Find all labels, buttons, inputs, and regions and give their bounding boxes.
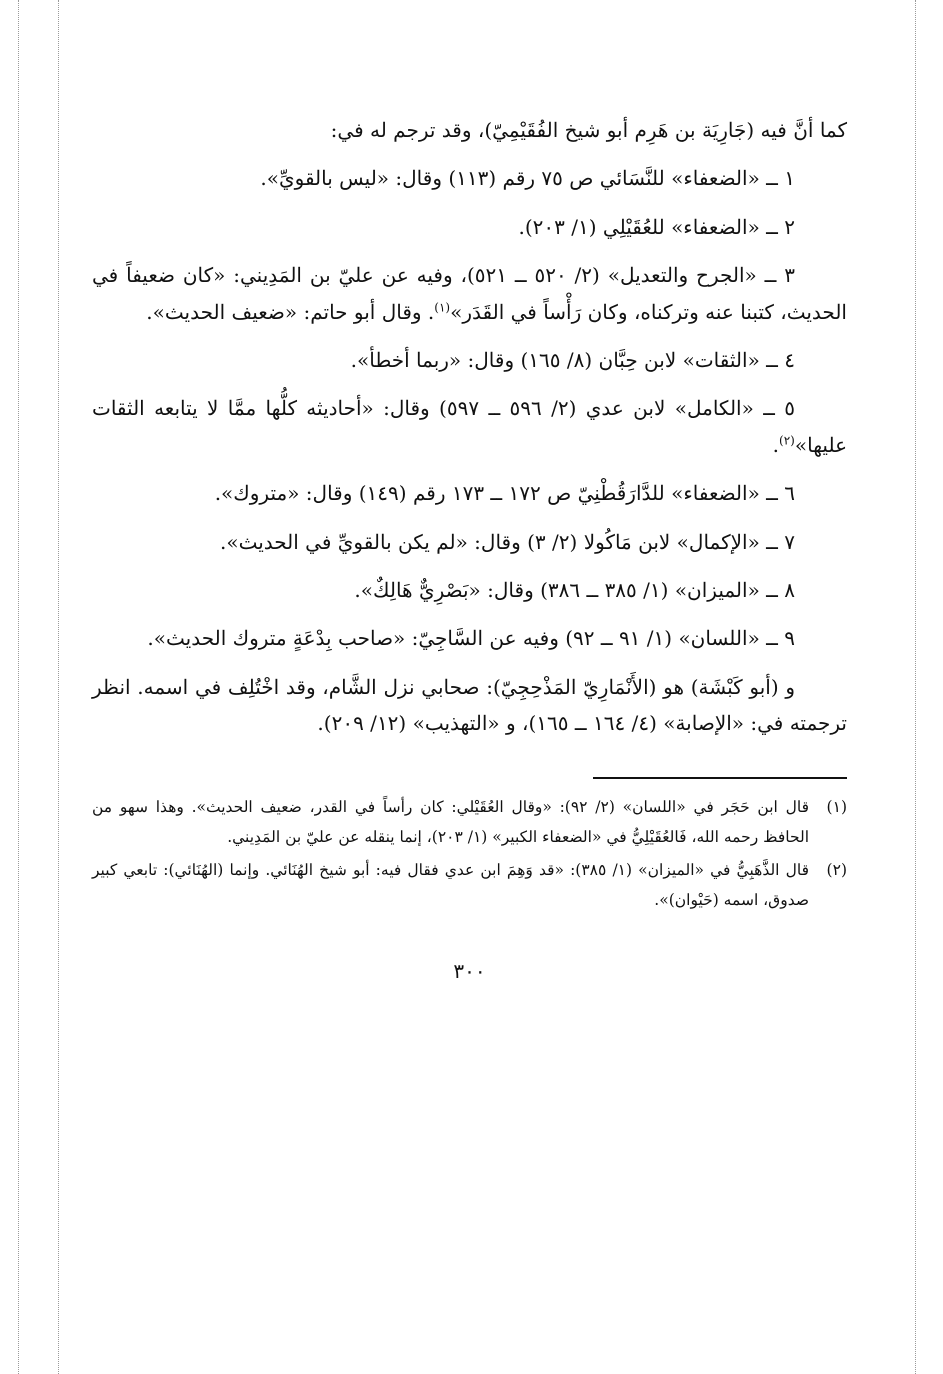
main-text — [92, 112, 847, 741]
footnote-2 — [92, 856, 847, 915]
footnote-ref-2[interactable]: (٢) — [779, 433, 795, 448]
footnote-separator — [593, 777, 847, 779]
entry-5-text: ٥ ــ «الكامل» لابن عدي (٢/ ٥٩٦ ــ ٥٩٧) وقال: «أحاديثه كلُّها ممَّا لا يتابعه الثقات عليها» — [92, 396, 847, 457]
entry-3-tail: . وقال أبو حاتم: «ضعيف الحديث». — [146, 299, 435, 324]
footnote-1 — [92, 793, 847, 852]
entry-5 — [92, 390, 847, 463]
entry-7: ٧ ــ «الإكمال» لابن مَاكُولا (٢/ ٣) وقال: «لم يكن بالقويِّ في الحديث». — [219, 529, 795, 554]
entry-8: ٨ ــ «الميزان» (١/ ٣٨٥ ــ ٣٨٦) وقال: «بَصْرِيٌّ هَالِكٌ». — [354, 577, 795, 602]
footnote-1-text: قال ابن حَجَر في «اللسان» (٢/ ٩٢): «وقال العُقَيْلي: كان رأساً في القدر، ضعيف الحديث». وهذا سهو من الحافظ رحمه الله، فَالعُقَيْلِيُّ في «الضعفاء الكبير» (١/ ٢٠٣)، إنما ينقله عن عليّ بن المَدِيني. — [92, 798, 809, 846]
footnote-ref-1[interactable]: (١) — [434, 299, 451, 314]
footnote-2-number: (٢) — [826, 861, 847, 880]
entry-1: ١ ــ «الضعفاء» للنَّسَائي ص ٧٥ رقم (١١٣) وقال: «ليس بالقويِّ». — [260, 166, 795, 191]
entry-2: ٢ ــ «الضعفاء» للعُقَيْلِي (١/ ٢٠٣). — [518, 214, 795, 239]
footnote-1-number: (١) — [826, 798, 847, 817]
entry-9: ٩ ــ «اللسان» (١/ ٩١ ــ ٩٢) وفيه عن السَّاجِيّ: «صاحب بِدْعَةٍ متروك الحديث». — [147, 626, 795, 651]
entry-6: ٦ ــ «الضعفاء» للدَّارَقُطْنِيّ ص ١٧٢ ــ ١٧٣ رقم (١٤٩) وقال: «متروك». — [214, 481, 795, 506]
entry-5-tail: . — [772, 432, 780, 457]
footnotes — [92, 793, 847, 915]
book-page — [92, 112, 847, 983]
intro-line: كما أنَّ فيه (جَارِيَة بن هَرِم أبو شيخ الفُقَيْمِيّ)، وقد ترجم له في: — [330, 118, 847, 142]
scan-dotted-edge-left — [18, 0, 19, 1374]
entry-3-text: ٣ ــ «الجرح والتعديل» (٢/ ٥٢٠ ــ ٥٢١)، وفيه عن عليّ بن المَدِيني: «كان ضعيفاً في الحديث، كتبنا عنه وتركناه، وكان رَأْساً في القَدَر» — [92, 263, 847, 324]
abu-kabsha-paragraph: و (أبو كَبْشَة) هو (الأَنْمَارِيّ المَذْحِجِيّ): صحابي نزل الشَّام، وقد اخْتُلِف في اسمه. انظر ترجمته في: «الإصابة» (٤/ ١٦٤ ــ ١٦٥)، و «التهذيب» (١٢/ ٢٠٩). — [92, 674, 847, 736]
scan-dotted-edge-right — [915, 0, 916, 1374]
page-number: ٣٠٠ — [453, 959, 486, 984]
footnote-2-text: قال الذَّهَبِيُّ في «الميزان» (١/ ٣٨٥): «قد وَهِمَ ابن عدي فقال فيه: أبو شيخ الهُنَائي. وإنما (الهُنَائي): تابعي كبير صدوق، اسمه (حَيْوان)». — [92, 861, 809, 909]
entry-3 — [92, 257, 847, 330]
scan-dotted-edge-left-inner — [58, 0, 59, 1374]
entry-4: ٤ ــ «الثقات» لابن حِبَّان (٨/ ١٦٥) وقال: «ربما أخطأ». — [350, 347, 795, 372]
